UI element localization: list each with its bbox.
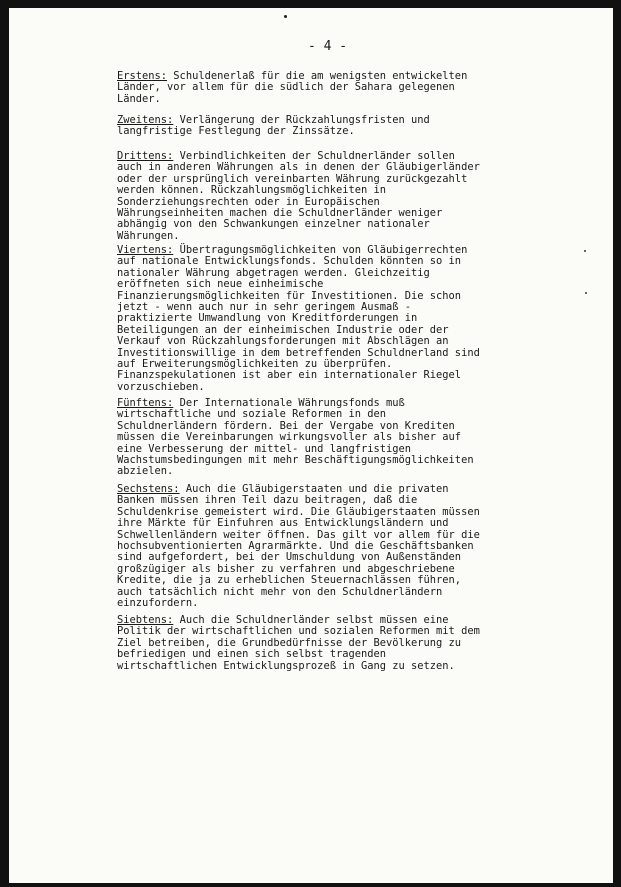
line-text: Schwellenländern weiter öffnen. Das gilt vor allem für die bbox=[117, 528, 480, 541]
line-text: Beteiligungen an der einheimischen Industrie oder der bbox=[117, 323, 449, 336]
line-text: Investitionswillige in dem betreffenden Schuldnerland sind bbox=[117, 346, 480, 359]
line-text: großzügiger als bisher zu verfahren und abgeschriebene bbox=[117, 562, 455, 575]
paragraph-label: Drittens: bbox=[117, 150, 174, 162]
line-text: Verlängerung der Rückzahlungsfristen und bbox=[173, 114, 430, 126]
line-text: Finanzspekulationen ist aber ein internationaler Riegel bbox=[117, 369, 462, 382]
line-text: vorzuschieben. bbox=[117, 380, 205, 393]
paragraph-label: Viertens: bbox=[117, 244, 174, 256]
scan-speck bbox=[584, 250, 586, 252]
line-text: Länder, vor allem für die südlich der Sahara gelegenen bbox=[117, 81, 455, 94]
line-text: abzielen. bbox=[117, 465, 174, 478]
line-text: müssen die Vereinbarungen wirkungsvoller als bisher auf bbox=[117, 431, 462, 444]
paragraph bbox=[117, 615, 537, 672]
line-text: hochsubventionierten Agrarmärkte. Und die Geschäftsbanken bbox=[117, 540, 474, 553]
line-text: eröffneten sich neue einheimische bbox=[117, 278, 324, 291]
text-line bbox=[117, 94, 537, 105]
line-text: ihre Märkte für Einfuhren aus Entwicklungsländern und bbox=[117, 517, 449, 530]
text-line bbox=[117, 455, 537, 466]
text-line bbox=[117, 661, 537, 672]
text-line bbox=[117, 466, 537, 477]
text-line bbox=[117, 382, 537, 393]
paragraph-label: Sechstens: bbox=[117, 483, 180, 495]
scan-speck bbox=[585, 292, 587, 294]
text-line bbox=[117, 598, 537, 609]
line-text: befriedigen und einen sich selbst tragenden bbox=[117, 648, 386, 661]
line-text: einzufordern. bbox=[117, 597, 199, 610]
line-text: wirtschaftliche und soziale Reformen in den bbox=[117, 408, 386, 421]
line-text: auf nationale Entwicklungsfonds. Schulden könnten so in bbox=[117, 255, 462, 268]
line-text: Der Internationale Währungsfonds muß bbox=[173, 397, 405, 409]
paragraph bbox=[117, 115, 537, 138]
line-text: Schuldenerlaß für die am wenigsten entwickelten bbox=[167, 70, 468, 82]
line-text: werden können. Rückzahlungsmöglichkeiten in bbox=[117, 184, 386, 197]
text-line bbox=[117, 126, 537, 137]
line-text: langfristige Festlegung der Zinssätze. bbox=[117, 125, 355, 138]
line-text: Wachstumsbedingungen mit mehr Beschäftigungsmöglichkeiten bbox=[117, 454, 474, 467]
paragraph bbox=[117, 398, 537, 478]
line-text: abhängig von den Schwankungen einzelner nationaler bbox=[117, 218, 430, 231]
line-text: Verkauf von Rückzahlungsforderungen mit Abschlägen an bbox=[117, 335, 449, 348]
line-text: Politik der wirtschaftlichen und sozialen Reformen mit dem bbox=[117, 625, 480, 638]
line-text: eine Verbesserung der mittel- und langfristigen bbox=[117, 442, 412, 455]
line-text: wirtschaftlichen Entwicklungsprozeß in Gang zu setzen. bbox=[117, 659, 455, 672]
line-text: auch in anderen Währungen als in denen der Gläubigerländer bbox=[117, 161, 480, 174]
line-text: Finanzierungsmöglichkeiten für Investitionen. Die schon bbox=[117, 289, 462, 302]
line-text: Währungen. bbox=[117, 229, 180, 242]
line-text: Schuldnerländern fördern. Bei der Vergabe von Krediten bbox=[117, 419, 455, 432]
paragraph-label: Erstens: bbox=[117, 70, 168, 82]
line-text: oder der ursprünglich vereinbarten Währung zurückgezahlt bbox=[117, 172, 468, 185]
line-text: Schuldenkrise gemeistert wird. Die Gläubigerstaaten müssen bbox=[117, 505, 480, 518]
line-text: sind aufgefordert, bei der Umschuldung von Außenständen bbox=[117, 551, 462, 564]
line-text: Banken müssen ihren Teil dazu beitragen, daß die bbox=[117, 494, 418, 507]
scan-speck bbox=[284, 15, 287, 18]
paragraph-label: Zweitens: bbox=[117, 114, 174, 126]
paragraph bbox=[117, 245, 537, 393]
line-text: Sonderziehungsrechten oder in Europäischen bbox=[117, 195, 380, 208]
paragraph bbox=[117, 71, 537, 105]
paragraph bbox=[117, 484, 537, 609]
line-text: auf Erweiterungsmöglichkeiten zu überprüfen. bbox=[117, 358, 393, 371]
text-line bbox=[117, 231, 537, 242]
paragraph-label: Siebtens: bbox=[117, 614, 174, 626]
line-text: Länder. bbox=[117, 92, 161, 105]
text-line bbox=[117, 219, 537, 230]
line-text: Verbindlichkeiten der Schuldnerländer sollen bbox=[173, 150, 455, 162]
text-line bbox=[117, 82, 537, 93]
line-text: Währungseinheiten machen die Schuldnerländer weniger bbox=[117, 207, 443, 220]
line-text: jetzt - wenn auch nur in sehr geringem Ausmaß - bbox=[117, 301, 412, 314]
line-text: Übertragungsmöglichkeiten von Gläubigerrechten bbox=[173, 244, 468, 256]
line-text: nationaler Währung abgetragen werden. Gleichzeitig bbox=[117, 266, 430, 279]
paragraph bbox=[117, 151, 537, 242]
line-text: Auch die Gläubigerstaaten und die privaten bbox=[179, 483, 449, 495]
line-text: Kredite, die ja zu erheblichen Steuernachlässen führen, bbox=[117, 574, 462, 587]
line-text: Ziel betreiben, die Grundbedürfnisse der Bevölkerung zu bbox=[117, 636, 462, 649]
paragraph-label: Fünftens: bbox=[117, 397, 174, 409]
line-text: Auch die Schuldnerländer selbst müssen eine bbox=[173, 614, 449, 626]
line-text: auch tatsächlich nicht mehr von den Schuldnerländern bbox=[117, 585, 443, 598]
page-number: - 4 - bbox=[308, 39, 348, 54]
line-text: praktizierte Umwandlung von Kreditforderungen in bbox=[117, 312, 418, 325]
